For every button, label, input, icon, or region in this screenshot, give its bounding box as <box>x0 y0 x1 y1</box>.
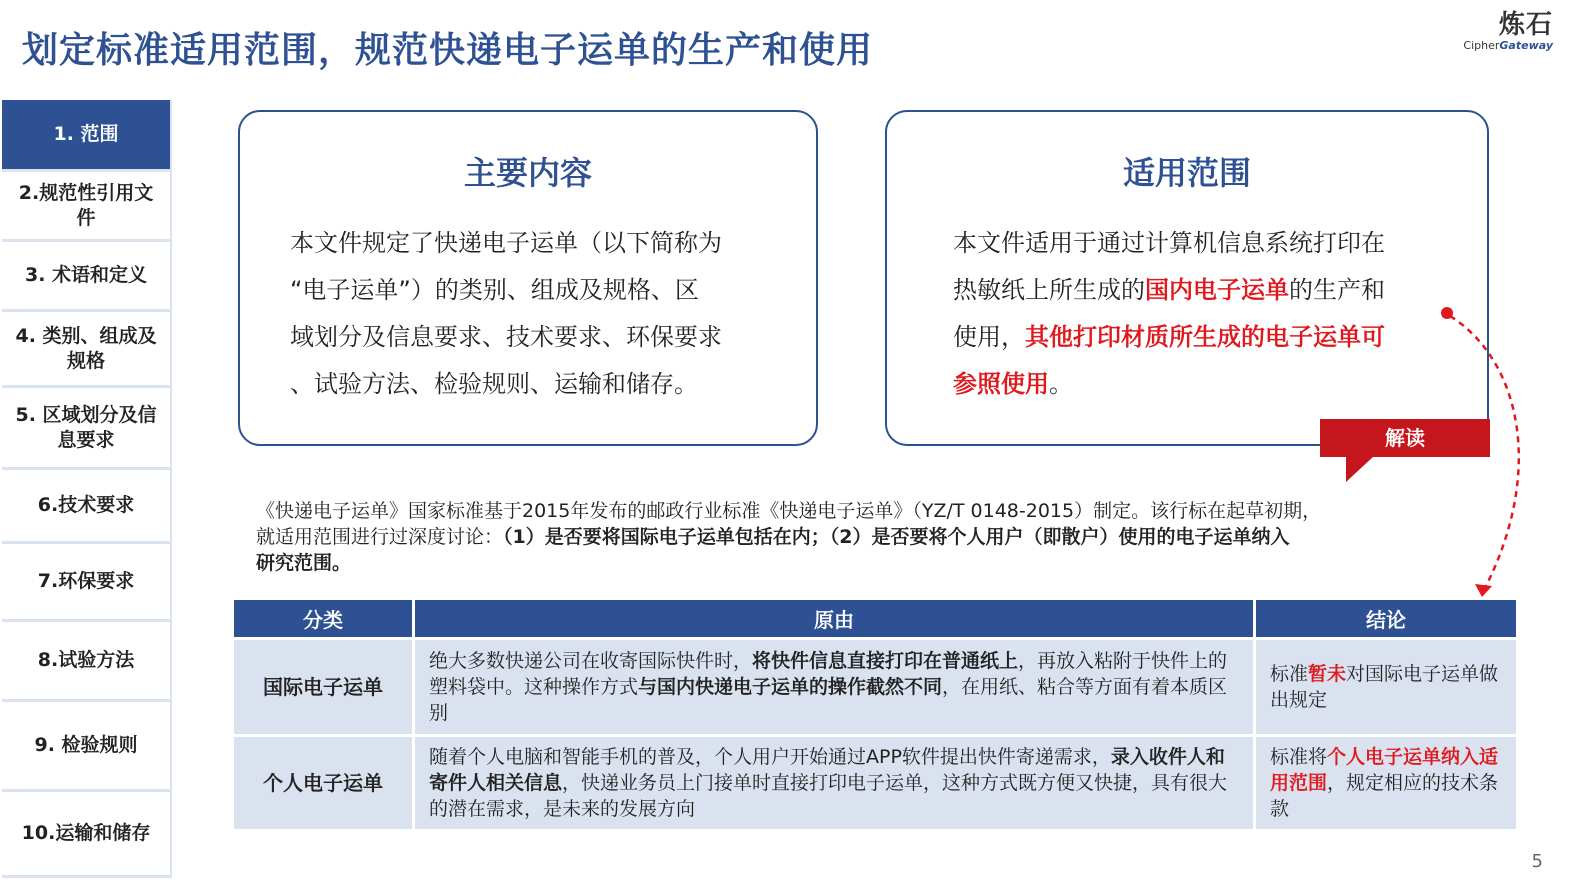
table-cell-reason: 绝大多数快递公司在收寄国际快件时，将快件信息直接打印在普通纸上，再放入粘附于快件上的塑料袋中。这种操作方式与国内快递电子运单的操作截然不同，在用纸、粘合等方面有着本质区别 <box>415 640 1253 734</box>
main-content-text: 本文件规定了快递电子运单（以下简称为 “电子运单”）的类别、组成及规格、区 域划分及信息要求、技术要求、环保要求 、试验方法、检验规则、运输和储存。 <box>290 229 722 398</box>
sidebar-item-categories[interactable]: 4. 类别、组成及规格 <box>2 312 170 388</box>
sidebar-item-scope[interactable]: 1. 范围 <box>2 100 170 172</box>
page-number: 5 <box>1531 851 1543 872</box>
discussion-table <box>231 597 1519 832</box>
sidebar-item-environment[interactable]: 7.环保要求 <box>2 544 170 622</box>
table-cell-conclusion: 标准将个人电子运单纳入适用范围，规定相应的技术条款 <box>1256 737 1516 829</box>
sidebar-item-normative-references[interactable]: 2.规范性引用文件 <box>2 172 170 242</box>
scope-title: 适用范围 <box>1122 154 1251 192</box>
table-cell-category: 个人电子运单 <box>234 737 412 829</box>
sidebar-item-transport[interactable]: 10.运输和储存 <box>2 792 170 878</box>
main-content-title: 主要内容 <box>463 154 592 192</box>
sidebar-item-terms[interactable]: 3. 术语和定义 <box>2 242 170 312</box>
logo-en-text: CipherGateway <box>1463 39 1553 52</box>
sidebar-item-inspection[interactable]: 9. 检验规则 <box>2 702 170 792</box>
table-cell-conclusion: 标准暂未对国际电子运单做出规定 <box>1256 640 1516 734</box>
interpret-tag: 解读 <box>1320 419 1490 457</box>
background-note: 《快递电子运单》国家标准基于2015年发布的邮政行业标准《快递电子运单》（YZ/T 0148-2015）制定。该行标在起草初期， 就适用范围进行过深度讨论：（1）是否要将国际电子运单包括在内；（2）是否要将个人用户（即散户）使用的电子运单纳入 研究范围。 <box>256 500 1322 574</box>
table-header-row <box>234 600 1516 637</box>
table-header-category: 分类 <box>234 600 412 637</box>
logo-cn-text: 炼石 <box>1498 10 1553 40</box>
table-cell-category: 国际电子运单 <box>234 640 412 734</box>
sidebar-item-regions[interactable]: 5. 区域划分及信息要求 <box>2 388 170 470</box>
sidebar-item-test-methods[interactable]: 8.试验方法 <box>2 622 170 702</box>
table-header-conclusion: 结论 <box>1256 600 1516 637</box>
table-header-reason: 原由 <box>415 600 1253 637</box>
sidebar-item-technical[interactable]: 6.技术要求 <box>2 470 170 544</box>
table-row <box>234 737 1516 829</box>
table-row <box>234 640 1516 734</box>
page-title: 划定标准适用范围，规范快递电子运单的生产和使用 <box>22 30 874 71</box>
scope-text: 本文件适用于通过计算机信息系统打印在 热敏纸上所生成的国内电子运单的生产和 使用，其他打印材质所生成的电子运单可 参照使用。 <box>953 229 1385 398</box>
table-cell-reason: 随着个人电脑和智能手机的普及，个人用户开始通过APP软件提出快件寄递需求，录入收件人和寄件人相关信息，快递业务员上门接单时直接打印电子运单，这种方式既方便又快捷，具有很大的潜在需求，是未来的发展方向 <box>415 737 1253 829</box>
